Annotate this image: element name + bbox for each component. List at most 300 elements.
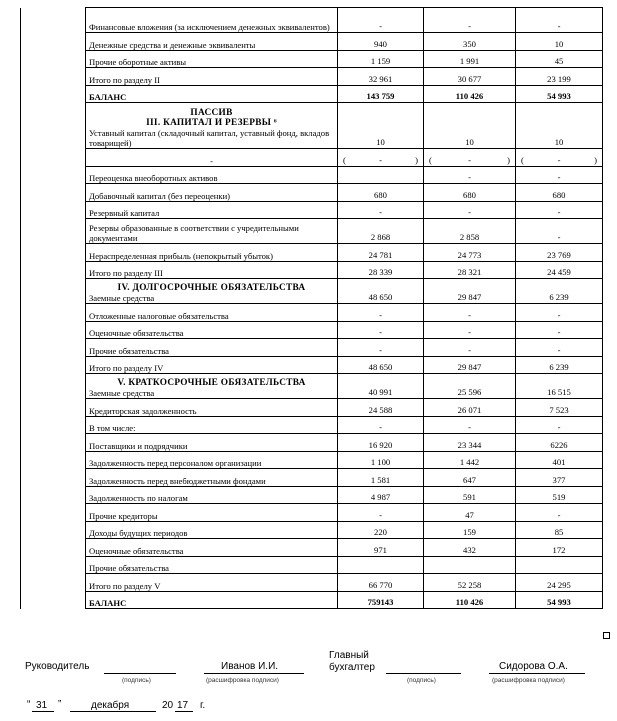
row-label: [86, 374, 338, 399]
value-text: 591: [463, 492, 476, 502]
row-value-1: [338, 304, 424, 322]
value-text: -: [379, 422, 382, 432]
row-label-text: Поставщики и подрядчики: [89, 440, 188, 451]
accountant-label-2: бухгалтер: [329, 662, 375, 673]
paren-open: (: [343, 154, 346, 165]
row-value-2: [424, 184, 516, 202]
row-code-cell: [21, 416, 86, 434]
table-row: [21, 149, 603, 167]
row-code-cell: [21, 321, 86, 339]
row-code-cell: [21, 356, 86, 374]
date-year-line: [175, 711, 193, 712]
value-text: 25 596: [457, 387, 482, 397]
row-value-1: [338, 201, 424, 219]
row-value-2: [424, 219, 516, 244]
blank-checkbox: [603, 632, 610, 639]
row-label-text: Денежные средства и денежные эквиваленты: [89, 39, 256, 50]
value-text: -: [557, 232, 561, 242]
row-code-cell: [21, 469, 86, 487]
value-text: -: [557, 509, 561, 520]
row-value-1: [338, 574, 424, 592]
date-month: декабря: [91, 700, 130, 711]
row-label: [86, 85, 338, 103]
row-value-3: [516, 68, 603, 86]
row-value-2: [424, 521, 516, 539]
value-text: -: [468, 344, 471, 355]
table-row: [21, 399, 603, 417]
row-value-1: [338, 356, 424, 374]
table-row: [21, 486, 603, 504]
table-row: [21, 184, 603, 202]
row-label: [86, 591, 338, 609]
row-code-cell: [21, 279, 86, 304]
value-text: -: [468, 309, 471, 320]
row-value-2: [424, 261, 516, 279]
value-text: 6226: [550, 439, 568, 450]
row-value-3: [516, 261, 603, 279]
value-text: -: [557, 344, 561, 355]
value-text: -: [557, 207, 561, 217]
row-label-text: Нераспределенная прибыль (непокрытый убыток): [89, 250, 273, 261]
row-value-2: [424, 68, 516, 86]
value-text: 23 769: [547, 249, 571, 260]
row-label-text: Прочие обязательства: [89, 563, 169, 573]
value-text: 7 523: [549, 404, 569, 415]
row-value-3: [516, 451, 603, 469]
value-text: -: [379, 21, 382, 31]
value-text: 28 321: [457, 267, 482, 277]
row-label: [86, 68, 338, 86]
row-code-cell: [21, 539, 86, 557]
row-code-cell: [21, 149, 86, 167]
row-value-2: [424, 539, 516, 557]
row-value-3: [516, 279, 603, 304]
row-value-2: [424, 201, 516, 219]
accountant-name: Сидорова О.А.: [499, 661, 568, 672]
row-value-1: [338, 469, 424, 487]
row-value-1: [338, 521, 424, 539]
value-text: 24 773: [457, 249, 482, 260]
value-text: 4 987: [370, 492, 391, 502]
value-text: 54 993: [547, 597, 571, 607]
date-month-line: [70, 711, 156, 712]
value-text: 48 650: [368, 362, 393, 372]
paren-close: ): [594, 154, 597, 165]
value-text: 1 442: [459, 457, 480, 467]
value-text: -: [379, 154, 382, 165]
value-text: 26 071: [457, 404, 482, 415]
table-row: [21, 556, 603, 574]
value-text: 1 991: [459, 56, 480, 66]
value-text: -: [557, 172, 561, 182]
value-text: 110 426: [455, 91, 484, 101]
paren-close: ): [507, 154, 510, 165]
row-value-1: [338, 539, 424, 557]
row-label: [86, 103, 338, 149]
row-label-text: Задолженность по налогам: [89, 493, 188, 503]
table-row: [21, 356, 603, 374]
table-row: [21, 279, 603, 304]
row-label-text: Задолженность перед персоналом организации: [89, 458, 262, 468]
row-code-cell: [21, 451, 86, 469]
row-label: [86, 50, 338, 68]
head-name: Иванов И.И.: [221, 661, 279, 672]
row-value-3: [516, 244, 603, 262]
row-label: [86, 201, 338, 219]
row-label: [86, 261, 338, 279]
row-label: [86, 486, 338, 504]
value-text: 54 993: [547, 91, 571, 101]
row-label-text: Оценочные обязательства: [89, 328, 184, 338]
row-code-cell: [21, 184, 86, 202]
value-text: -: [468, 172, 471, 182]
row-value-3: [516, 504, 603, 522]
value-text: 377: [552, 474, 566, 485]
row-code-cell: [21, 374, 86, 399]
row-label-text: Заемные средства: [89, 293, 155, 303]
value-text: 680: [552, 189, 566, 200]
row-value-3: [516, 399, 603, 417]
row-code-cell: [21, 591, 86, 609]
row-label-text: БАЛАНС: [89, 598, 127, 608]
row-value-3: [516, 85, 603, 103]
value-text: 24 588: [368, 404, 393, 415]
value-text: 10: [554, 137, 564, 147]
row-value-3: [516, 184, 603, 202]
table-row: [21, 244, 603, 262]
value-text: 647: [463, 474, 476, 485]
value-text: 519: [552, 492, 566, 502]
paren-open: (: [521, 154, 524, 165]
value-text: 66 770: [368, 579, 393, 590]
value-text: 23 199: [547, 73, 571, 84]
section-title: IV. ДОЛГОСРОЧНЫЕ ОБЯЗАТЕЛЬСТВА: [117, 283, 306, 293]
value-text: 432: [463, 544, 476, 555]
table-row: [21, 574, 603, 592]
row-code-cell: [21, 103, 86, 149]
balance-table: [20, 7, 603, 609]
row-value-2: [424, 434, 516, 452]
row-value-3: [516, 219, 603, 244]
value-text: 220: [374, 527, 387, 537]
date-year-prefix: 20: [162, 700, 174, 711]
row-label: [86, 416, 338, 434]
table-row: [21, 219, 603, 244]
row-value-2: [424, 374, 516, 399]
table-row: [21, 304, 603, 322]
table-row: [21, 591, 603, 609]
value-text: 759143: [367, 597, 394, 607]
table-row: [21, 261, 603, 279]
table-row: [21, 8, 603, 33]
row-code-cell: [21, 201, 86, 219]
row-code-cell: [21, 504, 86, 522]
row-label-text: Переоценка внеоборотных активов: [89, 173, 218, 183]
row-value-1: [338, 85, 424, 103]
row-value-2: [424, 399, 516, 417]
row-value-3: [516, 201, 603, 219]
row-label: [86, 339, 338, 357]
date-day-line: [32, 711, 54, 712]
value-text: 2 868: [370, 232, 391, 242]
value-text: -: [557, 154, 561, 165]
row-code-cell: [21, 521, 86, 539]
row-label: [86, 184, 338, 202]
row-value-2: [424, 50, 516, 68]
table-row: [21, 321, 603, 339]
value-text: 10: [465, 137, 474, 147]
row-label-text: БАЛАНС: [89, 92, 127, 102]
row-label: [86, 521, 338, 539]
row-label-text: Прочие оборотные активы: [89, 57, 187, 67]
row-label: [86, 219, 338, 244]
row-value-1: [338, 261, 424, 279]
row-label-text: Отложенные налоговые обязательства: [89, 310, 229, 321]
value-text: 2 858: [459, 232, 480, 242]
row-value-1: [338, 244, 424, 262]
paren-open: (: [429, 154, 432, 165]
value-text: -: [557, 309, 561, 320]
row-value-3: [516, 321, 603, 339]
row-label-text: Прочие обязательства: [89, 345, 169, 356]
row-value-2: [424, 556, 516, 574]
value-text: 28 339: [368, 267, 393, 277]
row-value-2: [424, 321, 516, 339]
row-label: [86, 149, 338, 167]
value-text: 401: [552, 457, 566, 467]
value-text: -: [379, 327, 382, 337]
row-value-3: [516, 166, 603, 184]
accountant-decode-caption: (расшифровка подписи): [492, 677, 565, 684]
accountant-signature-line: [386, 673, 461, 674]
row-value-2: [424, 8, 516, 33]
head-name-line: [204, 673, 304, 674]
row-value-1: [338, 556, 424, 574]
table-row: [21, 416, 603, 434]
value-text: 29 847: [457, 362, 482, 372]
row-value-1: [338, 486, 424, 504]
row-value-1: [338, 591, 424, 609]
value-text: -: [379, 509, 382, 520]
row-value-2: [424, 33, 516, 51]
value-text: 32 961: [368, 73, 393, 84]
row-code-cell: [21, 486, 86, 504]
value-text: 85: [554, 527, 564, 537]
row-code-cell: [21, 556, 86, 574]
value-text: -: [468, 21, 471, 31]
row-label-text: Итого по разделу IV: [89, 363, 164, 373]
table-row: [21, 374, 603, 399]
table-row: [21, 103, 603, 149]
table-row: [21, 85, 603, 103]
head-signature-line: [104, 673, 176, 674]
row-label: [86, 279, 338, 304]
date-year-word: г.: [200, 700, 206, 711]
value-text: 172: [552, 544, 566, 555]
row-value-2: [424, 591, 516, 609]
row-value-2: [424, 451, 516, 469]
row-code-cell: [21, 261, 86, 279]
row-label: [86, 556, 338, 574]
row-value-2: [424, 279, 516, 304]
value-text: 47: [465, 509, 474, 520]
row-code-cell: [21, 304, 86, 322]
row-value-2: [424, 504, 516, 522]
row-label: [86, 399, 338, 417]
row-value-3: [516, 416, 603, 434]
row-value-3: [516, 8, 603, 33]
row-value-1: [338, 279, 424, 304]
value-text: 6 239: [549, 292, 569, 302]
row-code-cell: [21, 339, 86, 357]
row-code-cell: [21, 85, 86, 103]
value-text: 350: [463, 38, 476, 49]
row-label: [86, 304, 338, 322]
row-label-text: Итого по разделу V: [89, 580, 161, 591]
table-row: [21, 201, 603, 219]
row-label-text: Финансовые вложения (за исключением денежных эквивалентов): [89, 22, 330, 32]
row-code-cell: [21, 399, 86, 417]
row-value-3: [516, 521, 603, 539]
value-text: -: [468, 207, 471, 217]
row-value-1: [338, 321, 424, 339]
row-label-text: Резервный капитал: [89, 208, 160, 218]
row-value-3: [516, 539, 603, 557]
row-value-1: [338, 50, 424, 68]
row-value-3: [516, 434, 603, 452]
row-code-cell: [21, 434, 86, 452]
value-text: 24 459: [547, 267, 571, 277]
row-label: [86, 356, 338, 374]
row-value-1: [338, 504, 424, 522]
value-text: 10: [554, 38, 564, 49]
value-text: 29 847: [457, 292, 482, 302]
row-label-text: Кредиторская задолженность: [89, 405, 197, 416]
value-text: 24 295: [547, 579, 571, 590]
table-row: [21, 451, 603, 469]
value-text: 16 515: [547, 387, 571, 397]
row-label-text: Итого по разделу II: [89, 74, 160, 85]
value-text: 940: [374, 38, 387, 49]
row-label-text: Оценочные обязательства: [89, 545, 184, 556]
row-code-cell: [21, 574, 86, 592]
row-code-cell: [21, 68, 86, 86]
row-value-2: [424, 244, 516, 262]
value-text: -: [379, 344, 382, 355]
accountant-sign-caption: (подпись): [407, 677, 436, 684]
row-label: [86, 33, 338, 51]
row-value-1: [338, 416, 424, 434]
table-row: [21, 339, 603, 357]
value-text: 24 781: [368, 249, 393, 260]
value-text: 1 581: [370, 474, 391, 485]
head-label: Руководитель: [25, 661, 90, 672]
value-text: 40 991: [368, 387, 393, 397]
row-code-cell: [21, 33, 86, 51]
row-value-3: [516, 469, 603, 487]
row-code-cell: [21, 50, 86, 68]
row-code-cell: [21, 166, 86, 184]
value-text: 23 344: [457, 439, 482, 450]
head-decode-caption: (расшифровка подписи): [206, 677, 279, 684]
table-row: [21, 33, 603, 51]
row-value-1: [338, 184, 424, 202]
row-value-3: [516, 574, 603, 592]
row-value-3: [516, 304, 603, 322]
row-value-2: [424, 574, 516, 592]
value-text: -: [557, 21, 561, 31]
row-label-text: В том числе:: [89, 423, 136, 433]
row-code-cell: [21, 8, 86, 33]
row-value-3: [516, 103, 603, 149]
row-value-3: [516, 556, 603, 574]
row-label: [86, 244, 338, 262]
row-value-2: [424, 149, 516, 167]
table-row: [21, 68, 603, 86]
row-label-text: Резервы образованные в соответствии с учредительными документами: [89, 223, 299, 243]
row-value-1: [338, 339, 424, 357]
table-row: [21, 469, 603, 487]
row-value-2: [424, 85, 516, 103]
row-value-2: [424, 469, 516, 487]
date-year: 17: [177, 700, 189, 711]
paren-close: ): [415, 154, 418, 165]
row-value-2: [424, 166, 516, 184]
value-text: -: [379, 309, 382, 320]
row-value-3: [516, 50, 603, 68]
row-label-text: Доходы будущих периодов: [89, 528, 188, 538]
value-text: 1 159: [370, 56, 391, 66]
section-title: III. КАПИТАЛ И РЕЗЕРВЫ ⁶: [146, 118, 277, 128]
value-text: 110 426: [455, 597, 484, 607]
row-label-text: Добавочный капитал (без переоценки): [89, 190, 231, 201]
accountant-label-1: Главный: [329, 650, 369, 661]
section-title: V. КРАТКОСРОЧНЫЕ ОБЯЗАТЕЛЬСТВА: [117, 378, 306, 388]
value-text: 1 100: [370, 457, 391, 467]
row-value-2: [424, 356, 516, 374]
row-label: [86, 539, 338, 557]
row-label-text: Итого по разделу III: [89, 268, 163, 278]
row-label-text: Заемные средства: [89, 388, 155, 398]
row-value-3: [516, 33, 603, 51]
row-value-3: [516, 339, 603, 357]
date-day: 31: [36, 700, 48, 711]
value-text: 45: [554, 56, 564, 66]
row-code-cell: [21, 244, 86, 262]
value-text: -: [468, 422, 471, 432]
value-text: -: [468, 154, 471, 165]
section-heading: ПАССИВ: [190, 108, 233, 118]
row-label-text: Задолженность перед внебюджетными фондами: [89, 475, 266, 486]
table-row: [21, 434, 603, 452]
value-text: -: [379, 207, 382, 217]
value-text: 680: [374, 189, 387, 200]
row-value-2: [424, 103, 516, 149]
value-text: -: [468, 327, 471, 337]
value-text: 971: [374, 544, 387, 555]
row-label-text: Уставный капитал (складочный капитал, уставный фонд, вкладов товарищей): [89, 128, 330, 148]
row-label-text: Прочие кредиторы: [89, 510, 158, 521]
row-code-cell: [21, 219, 86, 244]
row-label-text: -: [210, 155, 213, 166]
value-text: -: [557, 422, 561, 432]
table-row: [21, 166, 603, 184]
value-text: -: [557, 327, 561, 337]
value-text: 143 759: [366, 91, 395, 101]
value-text: 30 677: [457, 73, 482, 84]
value-text: 10: [376, 137, 385, 147]
row-value-3: [516, 356, 603, 374]
